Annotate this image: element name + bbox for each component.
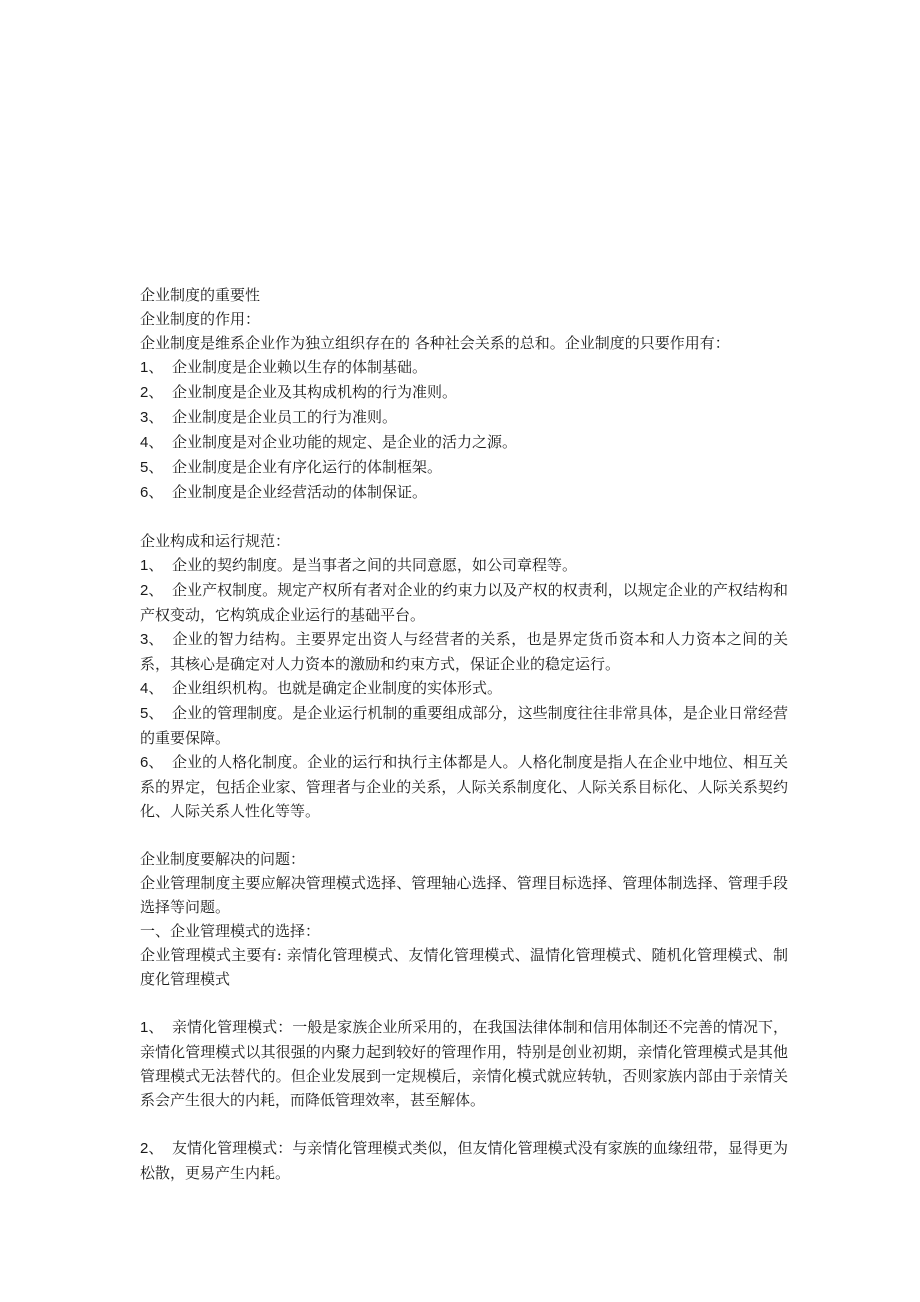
section-heading-problems: 企业制度要解决的问题： xyxy=(140,850,306,868)
spacer xyxy=(140,1112,788,1136)
list-item: 1、 企业制度是企业赖以生存的体制基础。 xyxy=(140,358,428,376)
list-item: 1、 企业的契约制度。是当事者之间的共同意愿，如公司章程等。 xyxy=(140,556,578,574)
list-item: 2、 企业制度是企业及其构成机构的行为准则。 xyxy=(140,383,458,401)
section-intro-problems: 企业管理制度主要应解决管理模式选择、管理轴心选择、管理目标选择、管理体制选择、管理手段选择等问题。 xyxy=(140,874,788,916)
list-item: 4、 企业组织机构。也就是确定企业制度的实体形式。 xyxy=(140,679,503,697)
list-item: 2、 友情化管理模式：与亲情化管理模式类似，但友情化管理模式没有家族的血缘纽带，显得更为松散，更易产生内耗。 xyxy=(140,1139,788,1182)
spacer xyxy=(140,823,788,847)
section-heading-structure: 企业构成和运行规范： xyxy=(140,532,291,550)
document-body xyxy=(140,283,788,1185)
list-item: 6、 企业制度是企业经营活动的体制保证。 xyxy=(140,483,428,501)
list-item: 4、 企业制度是对企业功能的规定、是企业的活力之源。 xyxy=(140,433,518,451)
list-item: 1、 亲情化管理模式：一般是家族企业所采用的，在我国法律体制和信用体制还不完善的情况下，亲情化管理模式以其很强的内聚力起到较好的管理作用，特别是创业初期，亲情化管理模式是其他管理模式无法替代的。但企业发展到一定规模后，亲情化模式就应转轨，否则家族内部由于亲情关系会产生很大的内耗，而降低管理效率，甚至解体。 xyxy=(140,1018,788,1109)
list-item: 2、 企业产权制度。规定产权所有者对企业的约束力以及产权的权责利，以规定企业的产权结构和产权变动，它构筑成企业运行的基础平台。 xyxy=(140,581,788,624)
list-item: 5、 企业制度是企业有序化运行的体制框架。 xyxy=(140,458,443,476)
section-heading-role: 企业制度的作用： xyxy=(140,310,261,328)
spacer xyxy=(140,505,788,529)
spacer xyxy=(140,991,788,1015)
sub-intro-mode: 企业管理模式主要有: 亲情化管理模式、友情化管理模式、温情化管理模式、随机化管理模式、制度化管理模式 xyxy=(140,946,788,988)
document-title: 企业制度的重要性 xyxy=(140,286,261,304)
sub-heading-mode: 一、企业管理模式的选择： xyxy=(140,922,321,940)
section-intro-role: 企业制度是维系企业作为独立组织存在的 各种社会关系的总和。企业制度的只要作用有： xyxy=(140,334,730,352)
list-item: 5、 企业的管理制度。是企业运行机制的重要组成部分，这些制度往往非常具体，是企业日常经营的重要保障。 xyxy=(140,704,788,747)
list-item: 3、 企业制度是企业员工的行为准则。 xyxy=(140,408,398,426)
list-item: 3、 企业的智力结构。主要界定出资人与经营者的关系，也是界定货币资本和人力资本之间的关系，其核心是确定对人力资本的激励和约束方式，保证企业的稳定运行。 xyxy=(140,630,788,673)
list-item: 6、 企业的人格化制度。企业的运行和执行主体都是人。人格化制度是指人在企业中地位、相互关系的界定，包括企业家、管理者与企业的关系，人际关系制度化、人际关系目标化、人际关系契约化、人际关系人性化等等。 xyxy=(140,753,788,820)
